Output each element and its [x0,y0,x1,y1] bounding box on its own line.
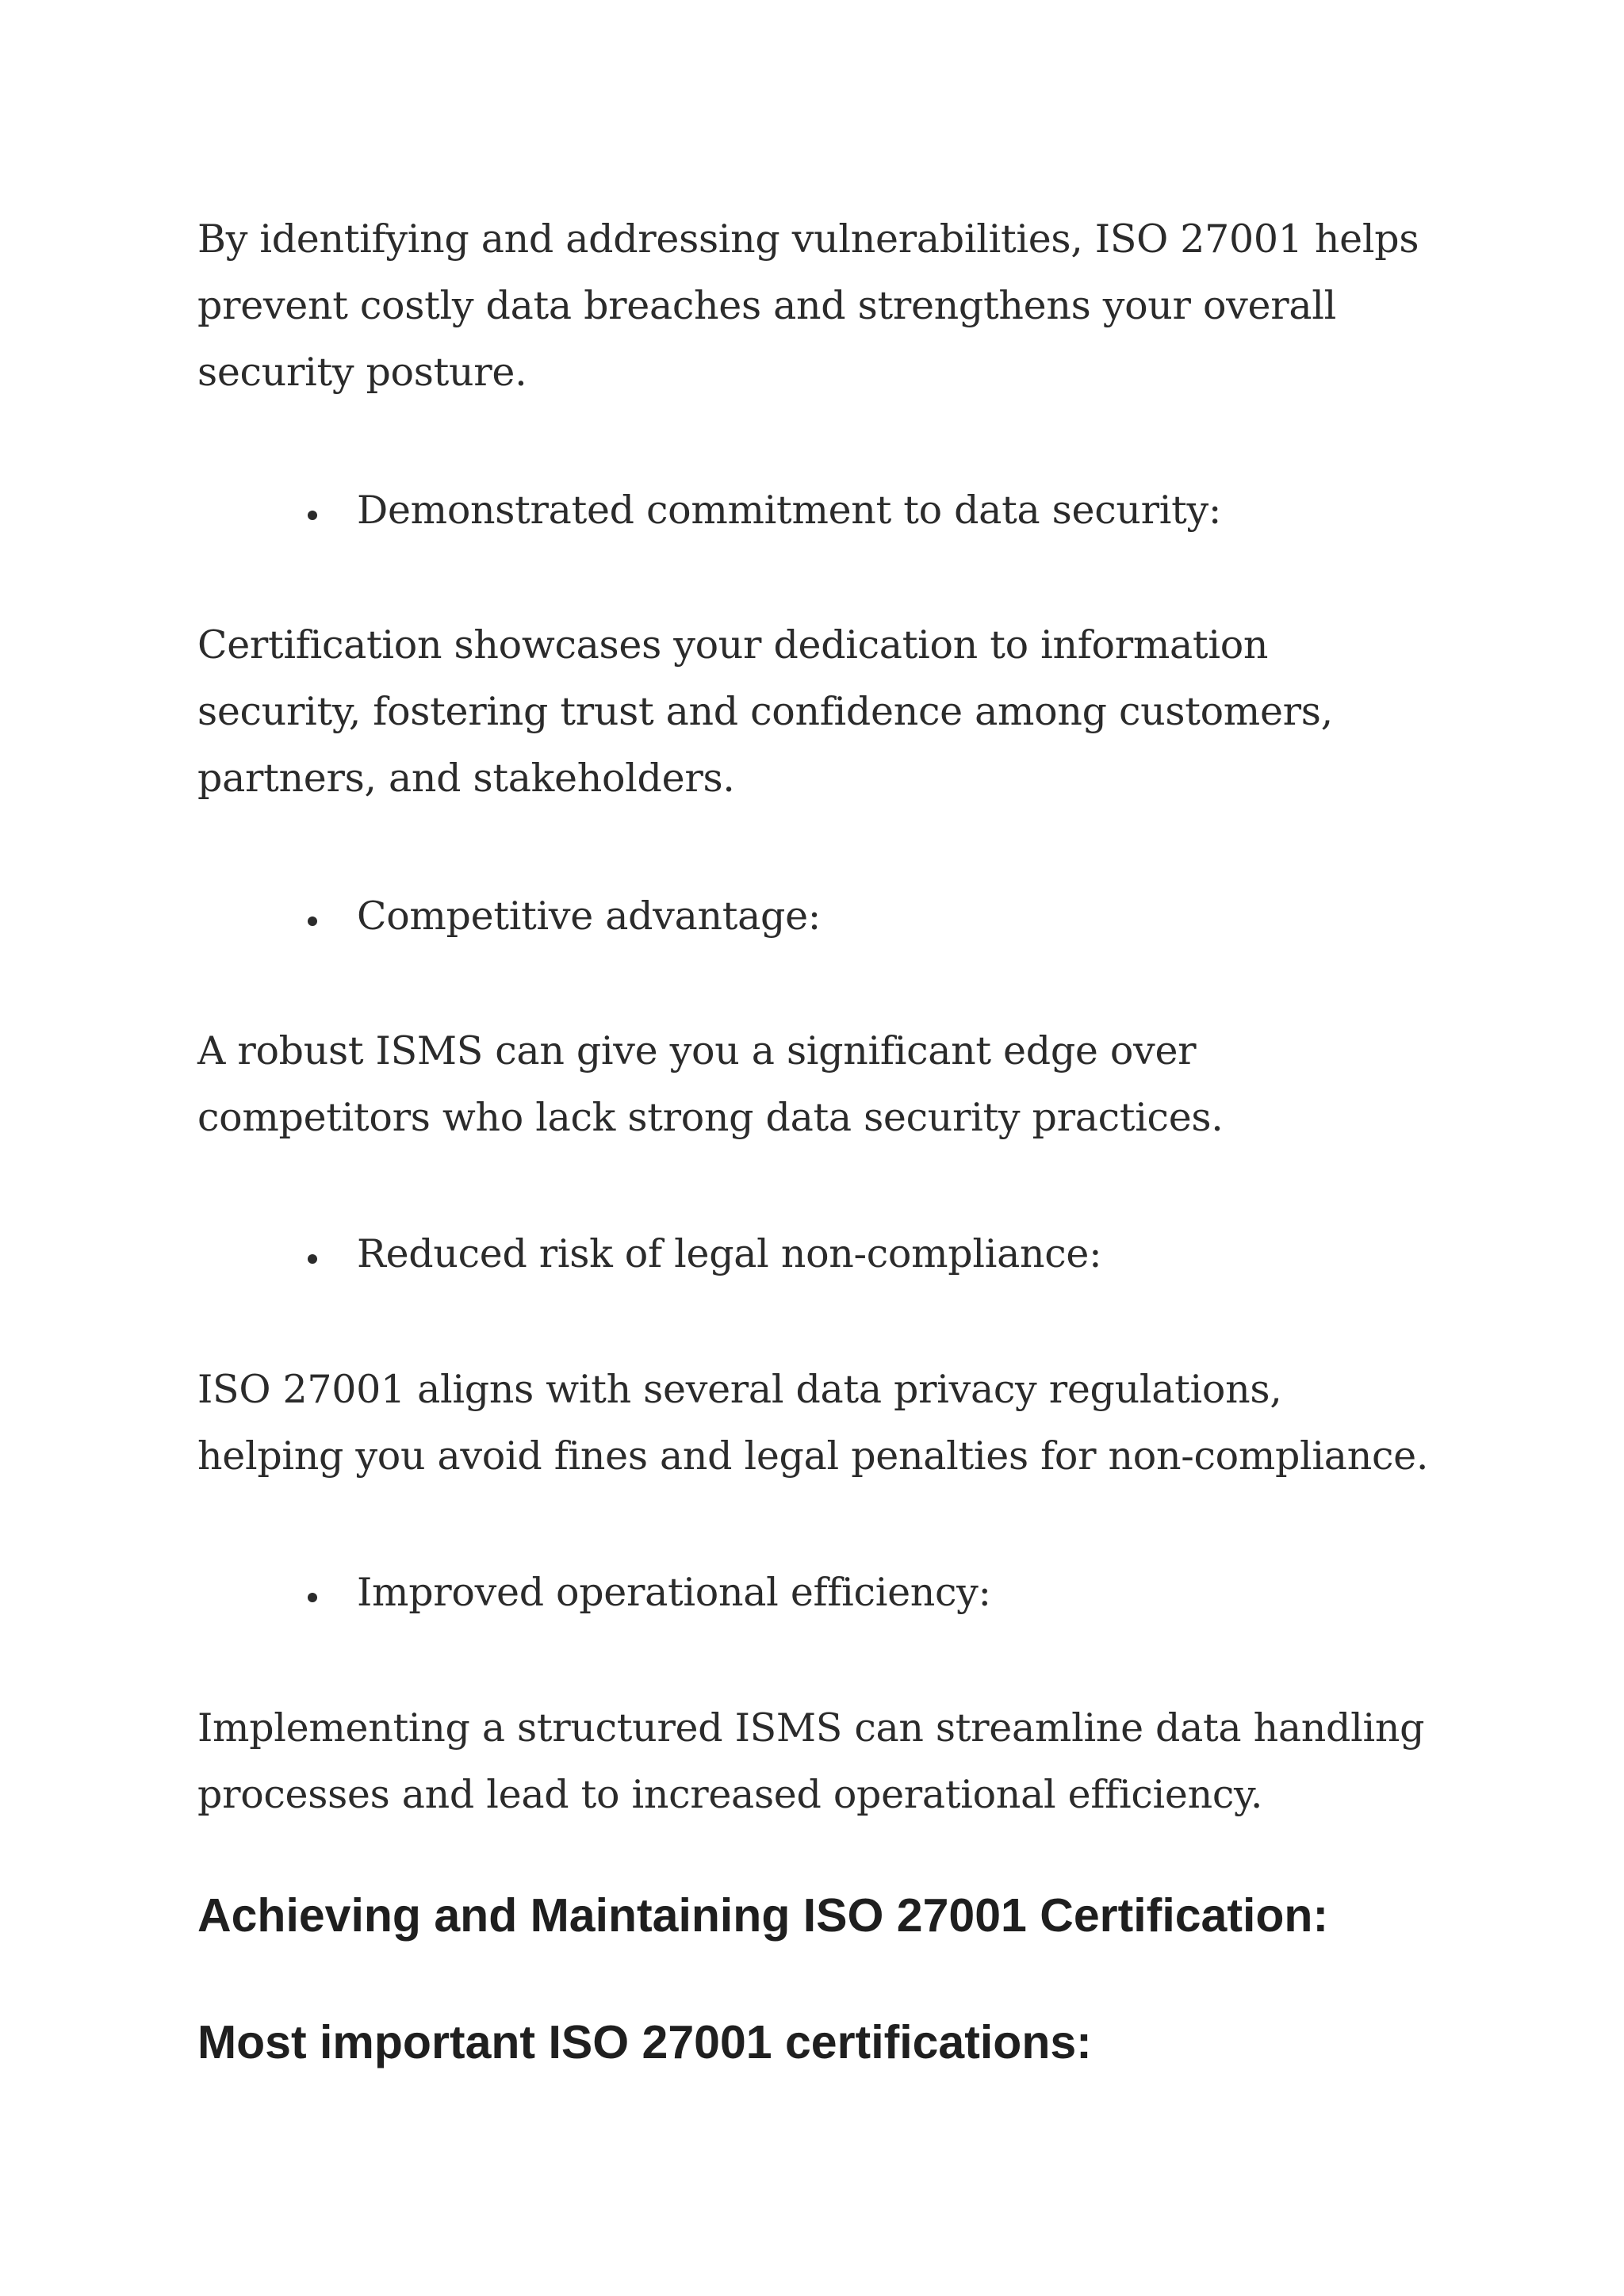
bullet-item-competitive-advantage [308,883,1418,950]
paragraph-streamline: Implementing a structured ISMS can streamline data handling processes and lead to increased operational efficiency. [197,1705,1425,1817]
paragraph-privacy-regulations: ISO 27001 aligns with several data privacy regulations, helping you avoid fines and legal penalties for non-compliance. [197,1367,1429,1479]
bullet-item-legal-compliance [308,1221,1418,1288]
paragraph-certification: Certification showcases your dedication to information security, fostering trust and confidence among customers, partners, and stakeholders. [197,622,1333,801]
bullet-dot-icon [308,511,317,520]
paragraph-robust-isms: A robust ISMS can give you a significant edge over competitors who lack strong data security practices. [197,1028,1224,1140]
bullet-dot-icon [308,916,317,926]
section-heading-most-important: Most important ISO 27001 certifications: [197,2016,1092,2068]
bullet-label: Reduced risk of legal non-compliance: [357,1231,1102,1276]
paragraph-vulnerabilities: By identifying and addressing vulnerabilities, ISO 27001 helps prevent costly data breaches and strengthens your overall security posture. [197,216,1419,395]
bullet-dot-icon [308,1593,317,1602]
bullet-label: Demonstrated commitment to data security: [357,488,1222,533]
section-heading-achieving: Achieving and Maintaining ISO 27001 Certification: [197,1889,1329,1942]
bullet-item-operational-efficiency [308,1559,1418,1626]
bullet-item-commitment [308,477,1418,544]
bullet-label: Competitive advantage: [357,894,822,939]
bullet-dot-icon [308,1254,317,1264]
bullet-label: Improved operational efficiency: [357,1570,991,1615]
